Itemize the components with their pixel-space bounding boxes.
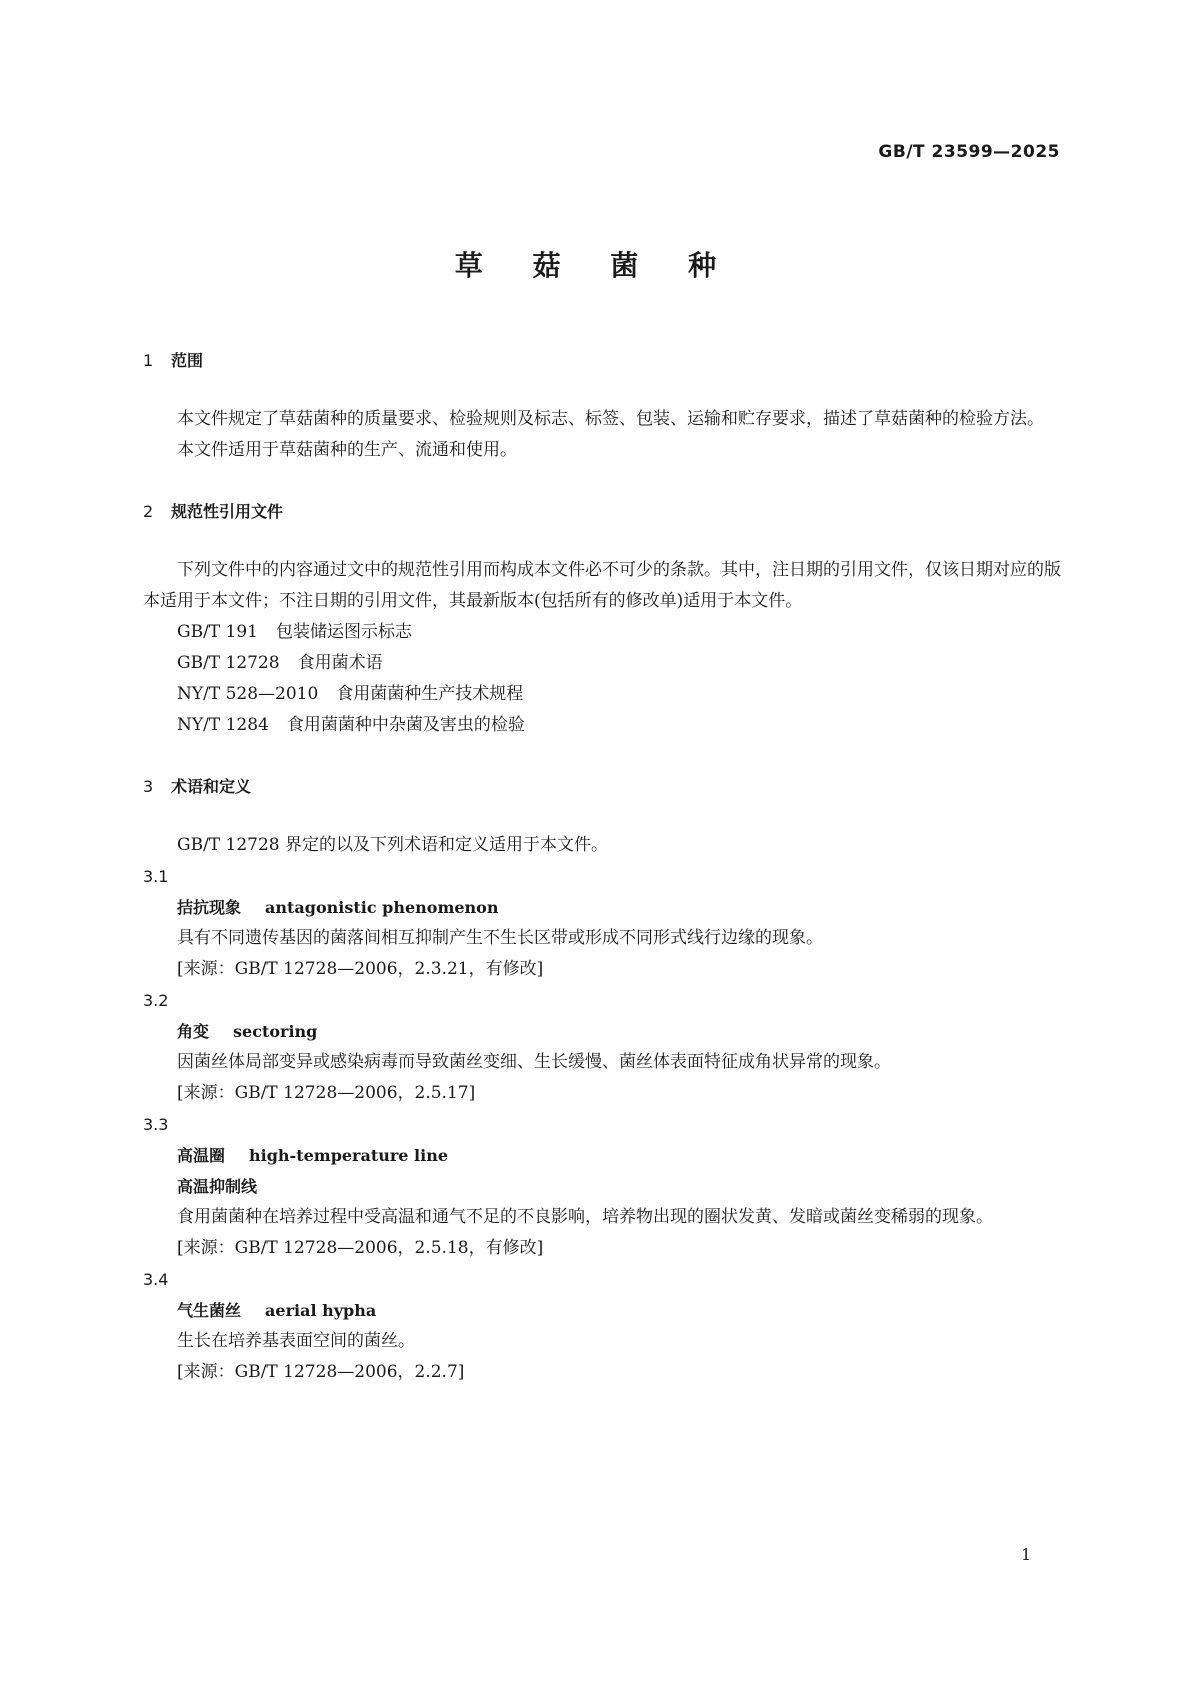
paragraph: 下列文件中的内容通过文中的规范性引用而构成本文件必不可少的条款。其中，注日期的引用文件，仅该日期对应的版本适用于本文件；不注日期的引用文件，其最新版本(包括所有的修改单)适用于本文件。 xyxy=(143,560,1061,611)
term-zh: 拮抗现象 xyxy=(177,898,242,917)
reference-code: NY/T 1284 xyxy=(177,715,269,735)
standard-number: GB/T 23599—2025 xyxy=(878,142,1060,162)
term-entry xyxy=(143,1016,1061,1047)
term-en: sectoring xyxy=(233,1022,318,1041)
term-entry xyxy=(143,1140,1061,1171)
section-title: 术语和定义 xyxy=(171,777,252,796)
reference-name: 食用菌菌种生产技术规程 xyxy=(336,684,524,704)
reference-code: GB/T 12728 xyxy=(177,653,280,673)
term-zh: 高温圈 xyxy=(177,1146,226,1165)
reference-item xyxy=(143,617,1061,648)
section-title: 范围 xyxy=(171,351,204,370)
section-heading-normative-references xyxy=(143,496,1061,527)
section-number: 2 xyxy=(143,502,154,521)
term-definition: 具有不同遗传基因的菌落间相互抑制产生不生长区带或形成不同形式线行边缘的现象。 xyxy=(177,928,823,948)
term-alt: 高温抑制线 xyxy=(177,1177,258,1196)
section-number: 3 xyxy=(143,777,154,796)
term-definition: 食用菌菌种在培养过程中受高温和通气不足的不良影响，培养物出现的圈状发黄、发暗或菌丝变稀弱的现象。 xyxy=(177,1207,993,1227)
term-zh: 气生菌丝 xyxy=(177,1301,242,1320)
reference-code: GB/T 191 xyxy=(177,622,258,642)
section-title: 规范性引用文件 xyxy=(171,502,284,521)
term-en: high-temperature line xyxy=(249,1146,449,1165)
section-heading-terms-definitions xyxy=(143,771,1061,802)
paragraph: 本文件规定了草菇菌种的质量要求、检验规则及标志、标签、包装、运输和贮存要求，描述了草菇菌种的检验方法。 xyxy=(177,409,1044,429)
reference-name: 包装储运图示标志 xyxy=(276,622,412,642)
term-entry xyxy=(143,892,1061,923)
reference-item xyxy=(143,648,1061,679)
term-number: 3.1 xyxy=(143,867,169,886)
term-definition: 生长在培养基表面空间的菌丝。 xyxy=(177,1331,415,1351)
document-body xyxy=(143,345,1061,1388)
term-source: [来源：GB/T 12728—2006，2.5.18，有修改] xyxy=(177,1238,544,1258)
reference-name: 食用菌术语 xyxy=(297,653,383,673)
paragraph: 本文件适用于草菇菌种的生产、流通和使用。 xyxy=(177,440,517,460)
document-title: 草 菇 菌 种 xyxy=(454,249,737,282)
term-zh: 角变 xyxy=(177,1022,210,1041)
term-entry xyxy=(143,1295,1061,1326)
reference-code: NY/T 528—2010 xyxy=(177,684,319,704)
term-number: 3.2 xyxy=(143,991,169,1010)
term-source: [来源：GB/T 12728—2006，2.5.17] xyxy=(177,1083,476,1103)
term-en: antagonistic phenomenon xyxy=(265,898,499,917)
reference-item xyxy=(143,679,1061,710)
term-source: [来源：GB/T 12728—2006，2.2.7] xyxy=(177,1362,465,1382)
page-number: 1 xyxy=(1021,1545,1032,1564)
reference-item xyxy=(143,710,1061,741)
section-heading-scope xyxy=(143,345,1061,376)
paragraph: GB/T 12728 界定的以及下列术语和定义适用于本文件。 xyxy=(177,835,609,855)
term-source: [来源：GB/T 12728—2006，2.3.21，有修改] xyxy=(177,959,544,979)
term-definition: 因菌丝体局部变异或感染病毒而导致菌丝变细、生长缓慢、菌丝体表面特征成角状异常的现象。 xyxy=(177,1052,891,1072)
term-number: 3.3 xyxy=(143,1115,169,1134)
section-number: 1 xyxy=(143,351,154,370)
term-en: aerial hypha xyxy=(265,1301,377,1320)
reference-name: 食用菌菌种中杂菌及害虫的检验 xyxy=(286,715,525,735)
term-number: 3.4 xyxy=(143,1270,169,1289)
